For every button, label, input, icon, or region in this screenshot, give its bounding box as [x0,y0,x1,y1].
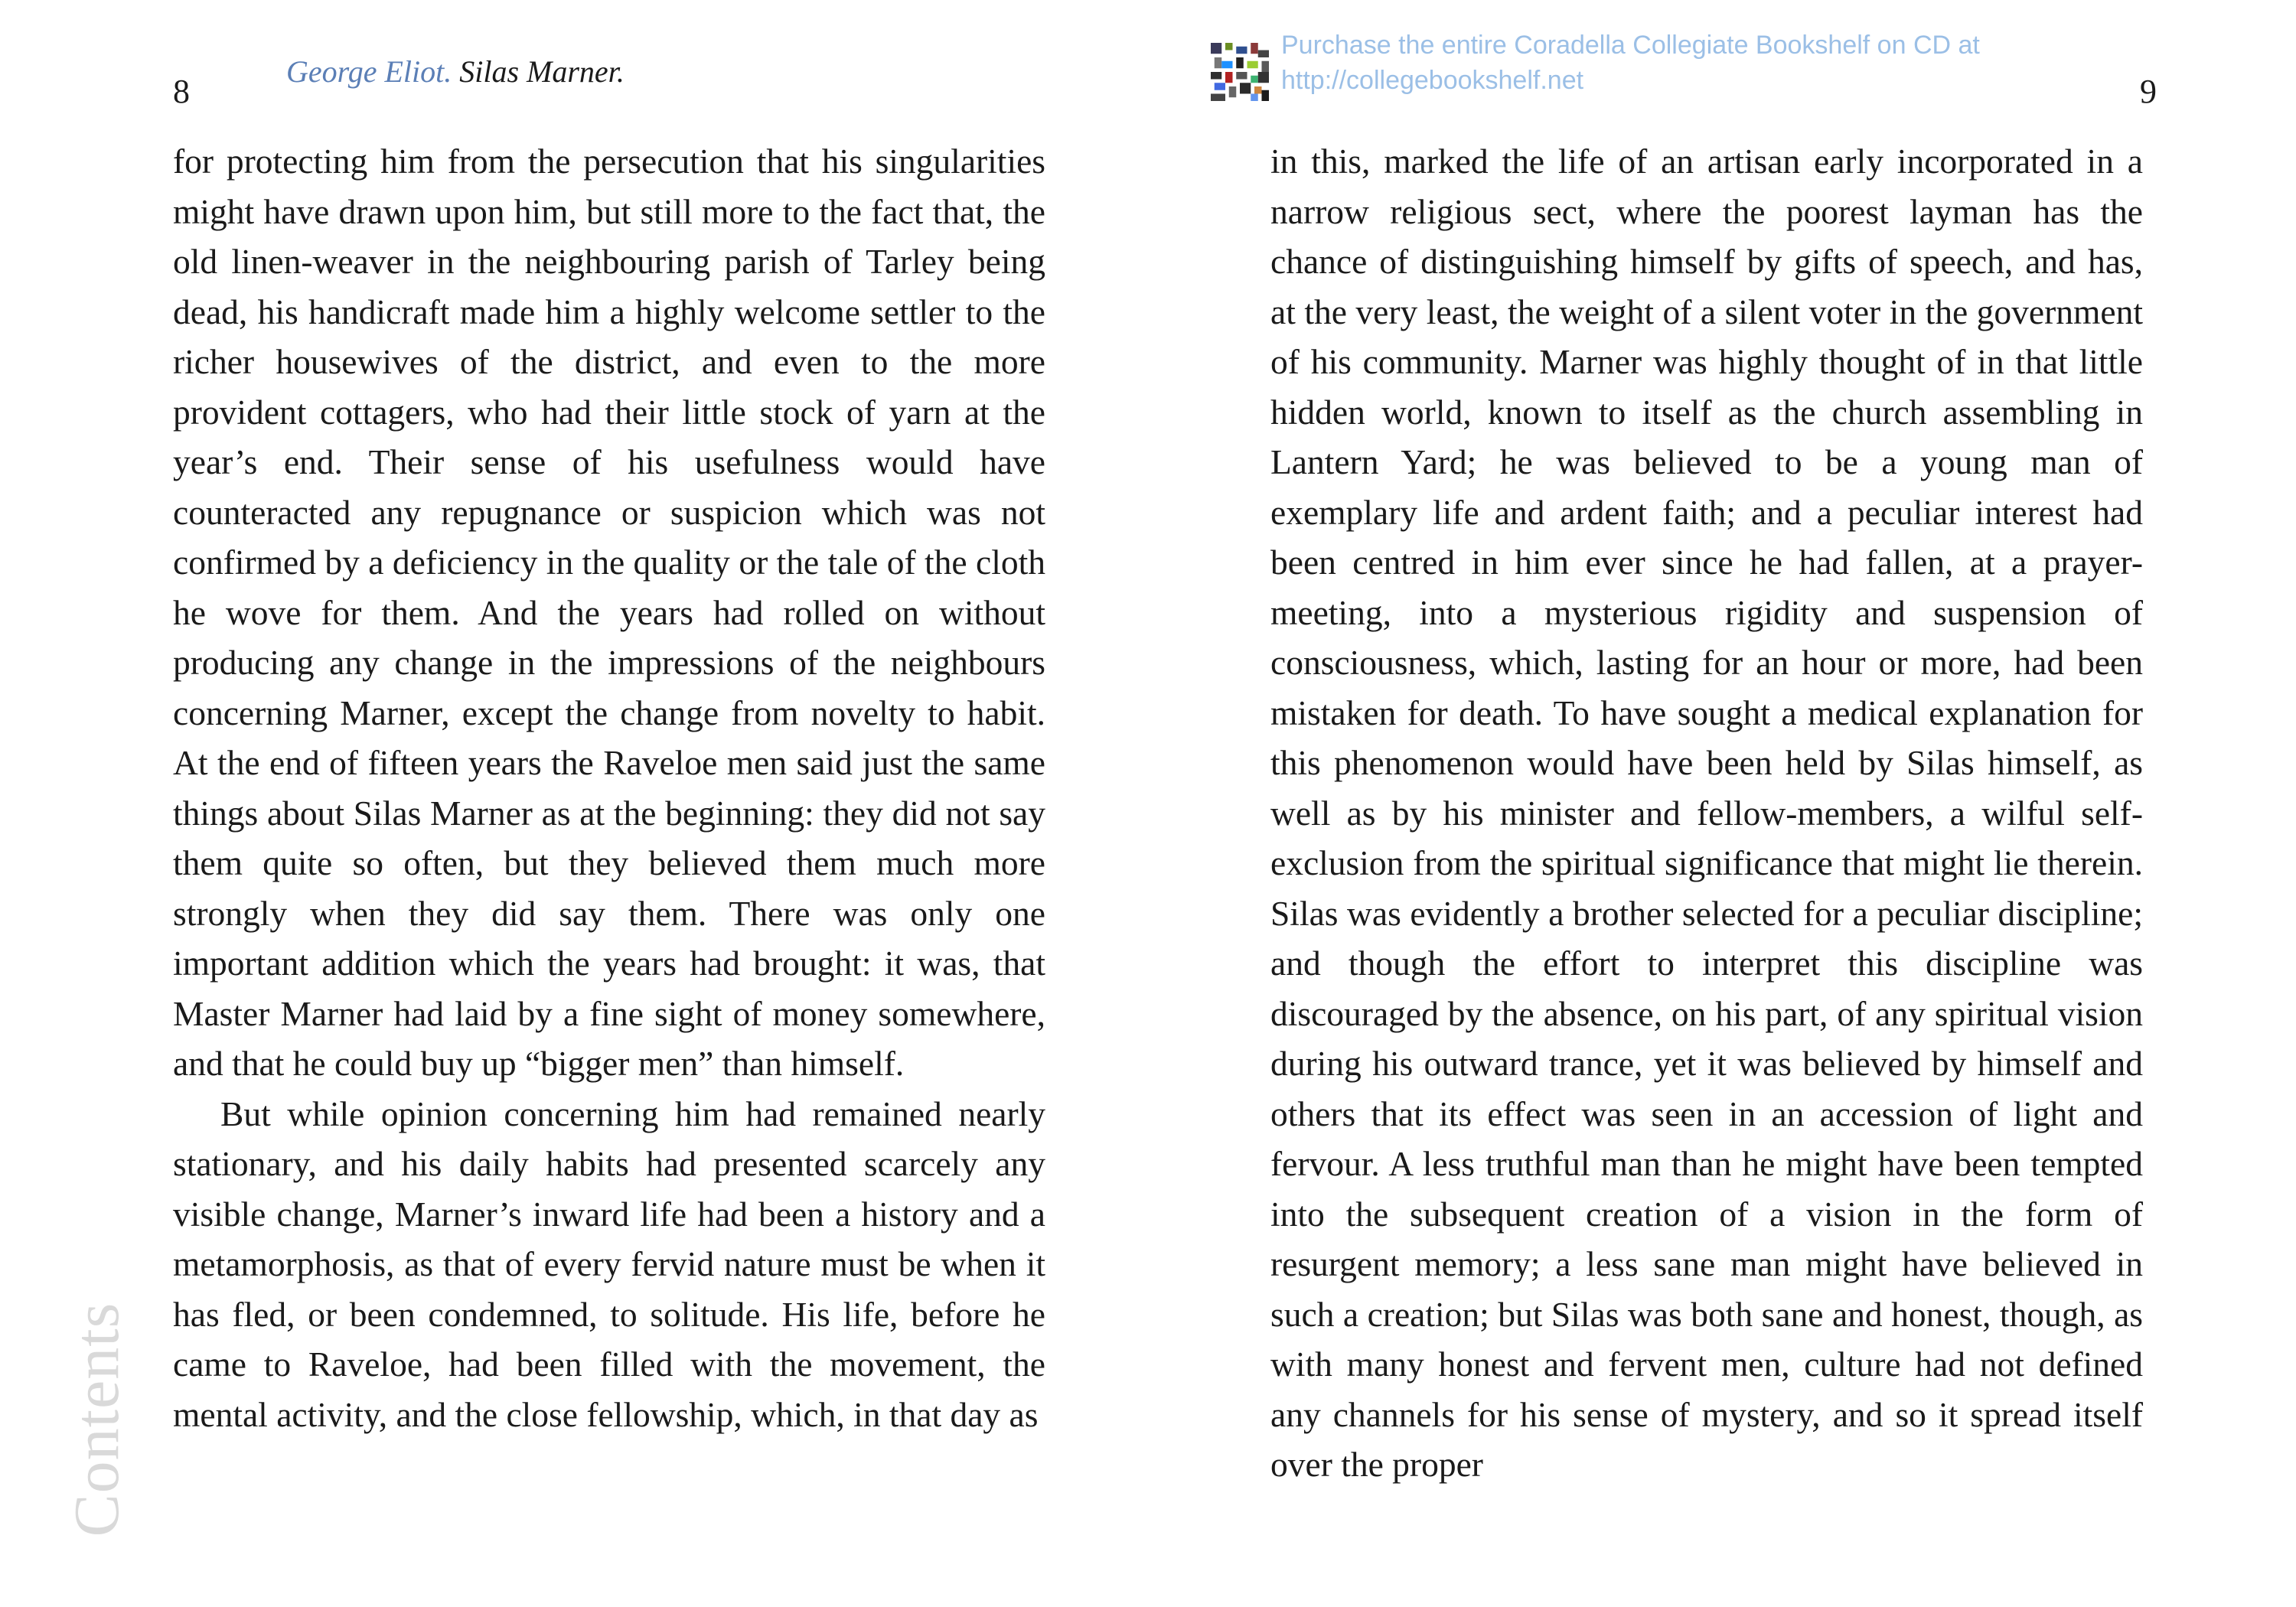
page-number: 9 [2140,73,2157,110]
paragraph: for protecting him from the persecution that his singularities might have drawn upon him, but still more to the fact that, the old linen-weaver in the neighbouring parish of Tarley being dead, his handicraft made him a highly welcome settler to the richer housewives of the district, and even to the more provident cottagers, who had their little stock of yarn at the year’s end. Their sense of his usefulness would have counteracted any repugnance or suspicion which was not confirmed by a deficiency in the quality or the tale of the cloth he wove for them. And the years had rolled on without producing any change in the impressions of the neighbours concerning Marner, except the change from novelty to habit. At the end of fifteen years the Raveloe men said just the same things about Silas Marner as at the beginning: they did not say them quite so often, but they believed them much more strongly when they did say them. There was only one important addition which the years had brought: it was, that Master Marner had laid by a fine sight of money somewhere, and that he could buy up “bigger men” than himself. [173,142,1045,1083]
promo-link[interactable]: http://collegebookshelf.net [1281,66,1584,95]
running-head-title: Silas Marner. [459,54,625,89]
promo-text[interactable] [1281,28,1980,98]
paragraph: in this, marked the life of an artisan early incorporated in a narrow religious sect, where the poorest layman has the chance of distinguishing himself by gifts of speech, and has, at the very least, the weight of a silent voter in the government of his community. Marner was highly thought of in that little hidden world, known to itself as the church assembling in Lantern Yard; he was believed to be a young man of exemplary life and ardent faith; and a peculiar interest had been centred in him ever since he had fallen, at a prayer-meeting, into a mysterious rigidity and suspension of consciousness, which, lasting for an hour or more, had been mistaken for death. To have sought a medical explanation for this phenomenon would have been held by Silas himself, as well as by his minister and fellow-members, a wilful self-exclusion from the spiritual significance that might lie therein. Silas was evidently a brother selected for a peculiar discipline; and though the effort to interpret this discipline was discouraged by the absence, on his part, of any spiritual vision during his outward trance, yet it was believed by himself and others that its effect was seen in an accession of light and fervour. A less truthful man than he might have been tempted into the subsequent creation of a vision in the form of resurgent memory; a less sane man might have believed in such a creation; but Silas was both sane and honest, though, as with many honest and fervent men, culture had not defined any channels for his sense of mystery, and so it spread itself over the proper [1270,142,2143,1484]
right-page [1148,0,2296,1607]
contents-tab-label: Contents [61,1302,132,1537]
body-text [1270,136,2143,1490]
qr-code-icon [1211,43,1269,101]
page-number: 8 [173,73,190,110]
promo-line-1[interactable]: Purchase the entire Coradella Collegiate Bookshelf on CD at [1281,31,1980,60]
running-head [286,51,625,93]
body-text [173,136,1045,1439]
running-head-author-link[interactable]: George Eliot. [286,54,452,89]
promo-banner[interactable] [1211,28,1991,112]
paragraph: But while opinion concerning him had remained nearly stationary, and his daily habits had presented scarcely any visible change, Marner’s inward life had been a history and a metamorphosis, as that of every fervid nature must be when it has fled, or been condemned, to solitude. His life, before he came to Raveloe, had been filled with the movement, the mental activity, and the close fellowship, which, in that day as [173,1094,1045,1434]
contents-tab[interactable] [63,1293,132,1546]
